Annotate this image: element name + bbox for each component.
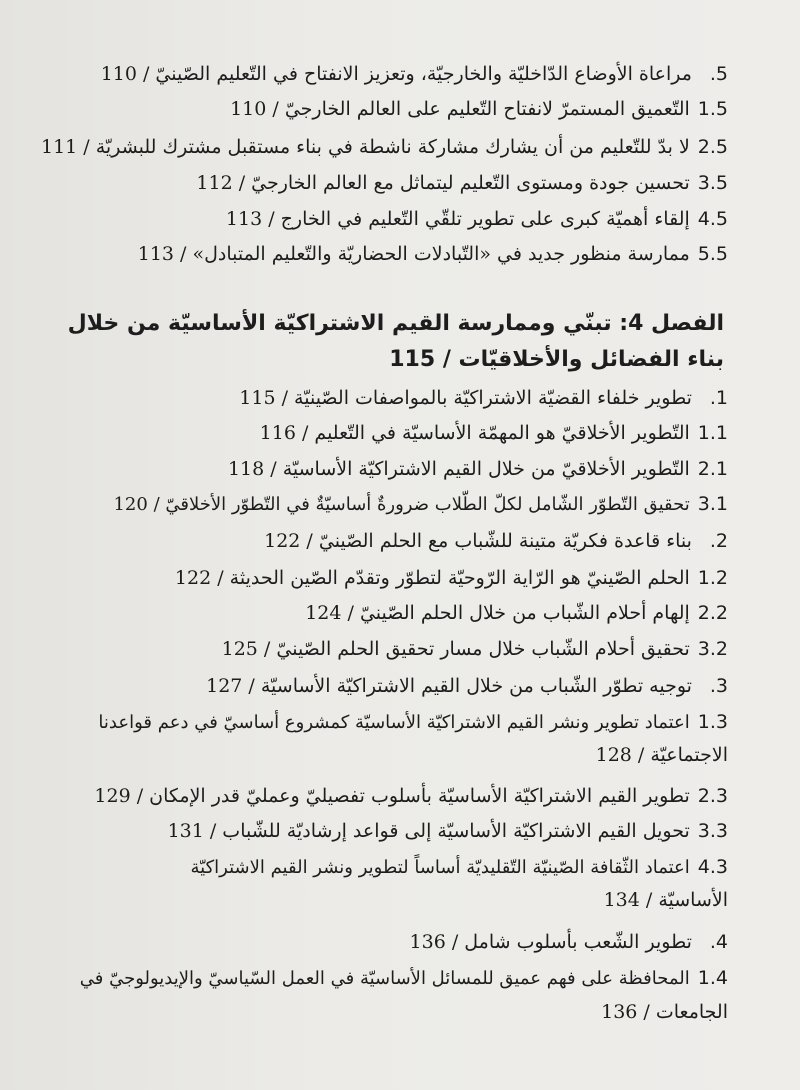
section-number: 5.	[709, 63, 728, 85]
toc-subsection	[80, 965, 728, 992]
subsection-title: لا بدّ للتّعليم من أن يشارك مشاركة ناشطة في بناء مستقبل مشترك للبشريّة / 111	[41, 136, 690, 158]
toc-subsection	[98, 709, 728, 736]
section-number: 4.	[709, 931, 728, 953]
toc-section	[239, 385, 728, 411]
toc-subsection-continued	[596, 742, 728, 768]
subsection-title-continued: الاجتماعيّة / 128	[595, 744, 728, 766]
subsection-title-continued: الأساسيّة / 134	[603, 889, 728, 911]
section-number: 2.	[709, 530, 728, 552]
toc-subsection	[94, 783, 728, 809]
subsection-number: 4.5	[697, 208, 728, 230]
section-title: تطوير خلفاء القضيّة الاشتراكيّة بالمواصفات الصّينيّة / 115	[239, 387, 692, 409]
subsection-title: إلقاء أهميّة كبرى على تطوير تلقّي التّعليم في الخارج / 113	[225, 208, 690, 230]
subsection-number: 2.3	[697, 785, 728, 807]
subsection-number: 2.5	[697, 136, 728, 158]
subsection-title: تحقيق التّطوّر الشّامل لكلّ الطّلاب ضرورةٌ أساسيّةٌ في التّطوّر الأخلاقيّ / 120	[113, 494, 690, 515]
section-number: 3.	[709, 675, 728, 697]
toc-subsection	[175, 565, 728, 591]
subsection-title: التّطوير الأخلاقيّ من خلال القيم الاشتراكيّة الأساسيّة / 118	[227, 458, 690, 480]
subsection-title: تحسين جودة ومستوى التّعليم ليتماثل مع العالم الخارجيّ / 112	[196, 172, 690, 194]
toc-subsection	[305, 600, 728, 626]
subsection-title: الحلم الصّينيّ هو الرّاية الرّوحيّة لتطوّر وتقدّم الصّين الحديثة / 122	[174, 567, 690, 589]
toc-subsection	[190, 854, 728, 881]
subsection-number: 2.2	[697, 602, 728, 624]
section-number: 1.	[709, 387, 728, 409]
toc-section	[264, 528, 728, 554]
toc-section	[101, 61, 728, 87]
toc-section	[206, 673, 728, 699]
subsection-title: التّعميق المستمرّ لانفتاح التّعليم على العالم الخارجيّ / 110	[230, 98, 690, 120]
section-title: تطوير الشّعب بأسلوب شامل / 136	[409, 931, 692, 953]
subsection-number: 2.1	[697, 458, 728, 480]
subsection-title: تطوير القيم الاشتراكيّة الأساسيّة بأسلوب تفصيليّ وعمليّ قدر الإمكان / 129	[94, 785, 690, 807]
toc-subsection	[222, 636, 728, 662]
chapter-heading-line2: بناء الفضائل والأخلاقيّات / 115	[389, 347, 724, 372]
subsection-title: التّطوير الأخلاقيّ هو المهمّة الأساسيّة في التّعليم / 116	[259, 422, 690, 444]
toc-subsection	[138, 241, 728, 267]
subsection-title: ممارسة منظور جديد في «التّبادلات الحضاريّة والتّعليم المتبادل» / 113	[137, 243, 690, 265]
subsection-number: 4.3	[697, 856, 728, 878]
subsection-number: 1.4	[697, 967, 728, 989]
toc-subsection	[113, 491, 728, 518]
chapter-heading-line1: الفصل 4: تبنّي وممارسة القيم الاشتراكيّة الأساسيّة من خلال	[67, 311, 724, 336]
subsection-title: إلهام أحلام الشّباب من خلال الحلم الصّينيّ / 124	[305, 602, 690, 624]
subsection-number: 3.2	[697, 638, 728, 660]
section-title: مراعاة الأوضاع الدّاخليّة والخارجيّة، وتعزيز الانفتاح في التّعليم الصّينيّ / 110	[100, 63, 692, 85]
subsection-number: 3.3	[697, 820, 728, 842]
subsection-title: تحقيق أحلام الشّباب خلال مسار تحقيق الحلم الصّينيّ / 125	[221, 638, 690, 660]
toc-subsection	[228, 456, 728, 482]
toc-subsection-continued	[601, 999, 728, 1025]
chapter-heading	[64, 306, 724, 378]
subsection-title-continued: الجامعات / 136	[601, 1001, 728, 1023]
subsection-number: 1.1	[697, 422, 728, 444]
toc-subsection	[260, 420, 728, 446]
toc-subsection	[168, 818, 728, 844]
section-title: بناء قاعدة فكريّة متينة للشّباب مع الحلم الصّينيّ / 122	[264, 530, 692, 552]
subsection-number: 1.3	[697, 711, 728, 733]
subsection-title: اعتماد الثّقافة الصّينيّة التّقليديّة أساساً لتطوير ونشر القيم الاشتراكيّة	[190, 857, 690, 878]
section-title: توجيه تطوّر الشّباب من خلال القيم الاشتراكيّة الأساسيّة / 127	[206, 675, 692, 697]
subsection-title: اعتماد تطوير ونشر القيم الاشتراكيّة الأساسيّة كمشروع أساسيّ في دعم قواعدنا	[98, 712, 690, 733]
toc-subsection	[230, 96, 728, 122]
subsection-title: تحويل القيم الاشتراكيّة الأساسيّة إلى قواعد إرشاديّة للشّباب / 131	[167, 820, 690, 842]
toc-subsection-continued	[604, 887, 728, 913]
subsection-number: 1.5	[697, 98, 728, 120]
toc-section	[410, 929, 728, 955]
subsection-number: 5.5	[697, 243, 728, 265]
toc-subsection	[226, 206, 728, 232]
toc-subsection	[196, 170, 728, 196]
toc-subsection	[41, 134, 728, 160]
subsection-number: 1.2	[697, 567, 728, 589]
subsection-title: المحافظة على فهم عميق للمسائل الأساسيّة في العمل السّياسيّ والإيديولوجيّ في	[79, 968, 690, 989]
subsection-number: 3.5	[697, 172, 728, 194]
subsection-number: 3.1	[697, 493, 728, 515]
